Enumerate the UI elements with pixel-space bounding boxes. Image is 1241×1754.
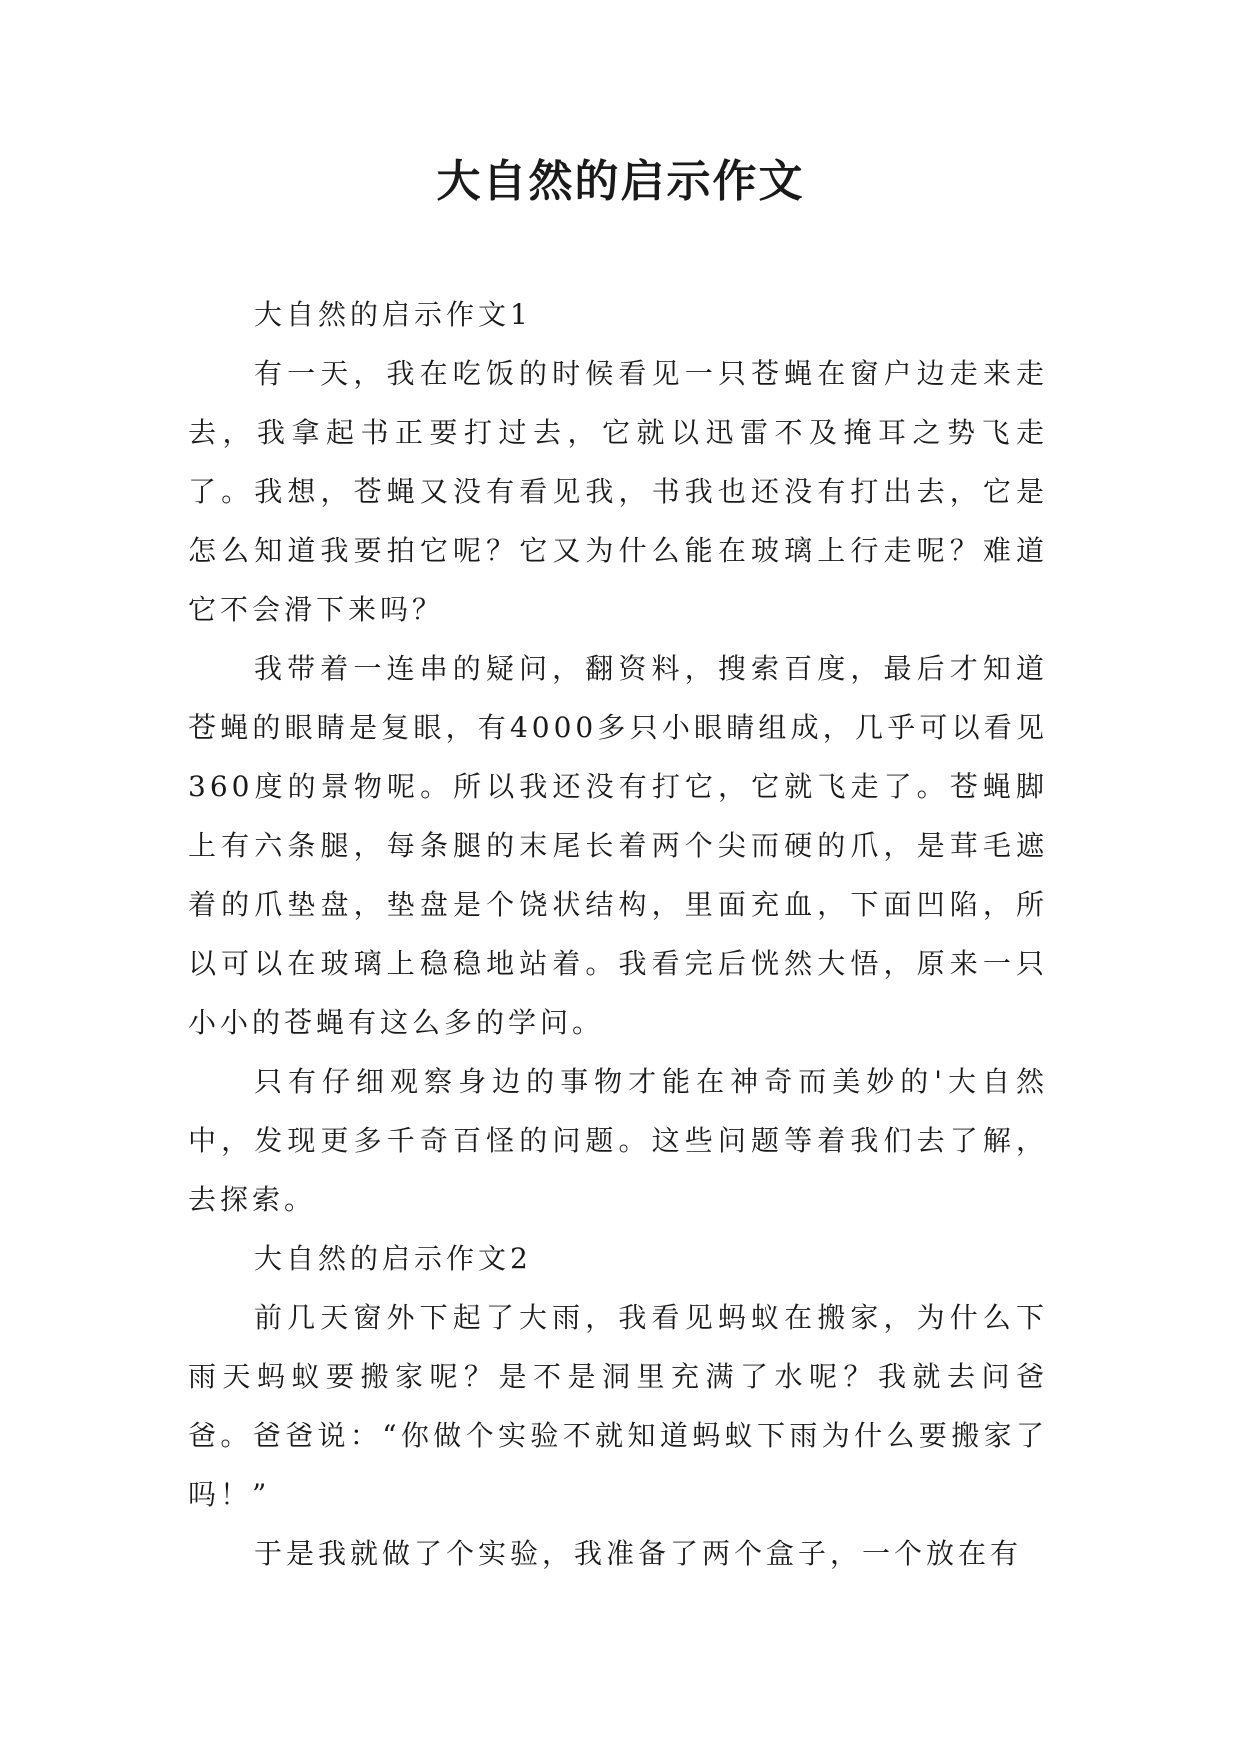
section-heading-2: 大自然的启示作文2	[254, 1242, 532, 1275]
section-heading-1: 大自然的启示作文1	[254, 298, 532, 331]
paragraph: 于是我就做了个实验，我准备了两个盒子，一个放在有	[254, 1537, 1023, 1570]
paragraph: 我带着一连串的疑问，翻资料，搜索百度，最后才知道苍蝇的眼睛是复眼，有4000多只小眼睛组成，几乎可以看见360度的景物呢。所以我还没有打它，它就飞走了。苍蝇脚上有六条腿，每条腿的末尾长着两个尖而硬的爪，是茸毛遮着的爪垫盘，垫盘是个饶状结构，里面充血，下面凹陷，所以可以在玻璃上稳稳地站着。我看完后恍然大悟，原来一只小小的苍蝇有这么多的学问。	[188, 652, 1048, 1039]
paragraph: 前几天窗外下起了大雨，我看见蚂蚁在搬家，为什么下雨天蚂蚁要搬家呢？是不是洞里充满了水呢？我就去问爸爸。爸爸说：“你做个实验不就知道蚂蚁下雨为什么要搬家了吗！”	[188, 1301, 1048, 1511]
document-body	[188, 285, 1048, 1583]
paragraph: 只有仔细观察身边的事物才能在神奇而美妙的'大自然中，发现更多千奇百怪的问题。这些问题等着我们去了解，去探索。	[188, 1065, 1048, 1216]
paragraph: 有一天，我在吃饭的时候看见一只苍蝇在窗户边走来走去，我拿起书正要打过去，它就以迅雷不及掩耳之势飞走了。我想，苍蝇又没有看见我，书我也还没有打出去，它是怎么知道我要拍它呢？它又为什么能在玻璃上行走呢？难道它不会滑下来吗？	[188, 357, 1048, 626]
document-title: 大自然的启示作文	[436, 156, 805, 207]
